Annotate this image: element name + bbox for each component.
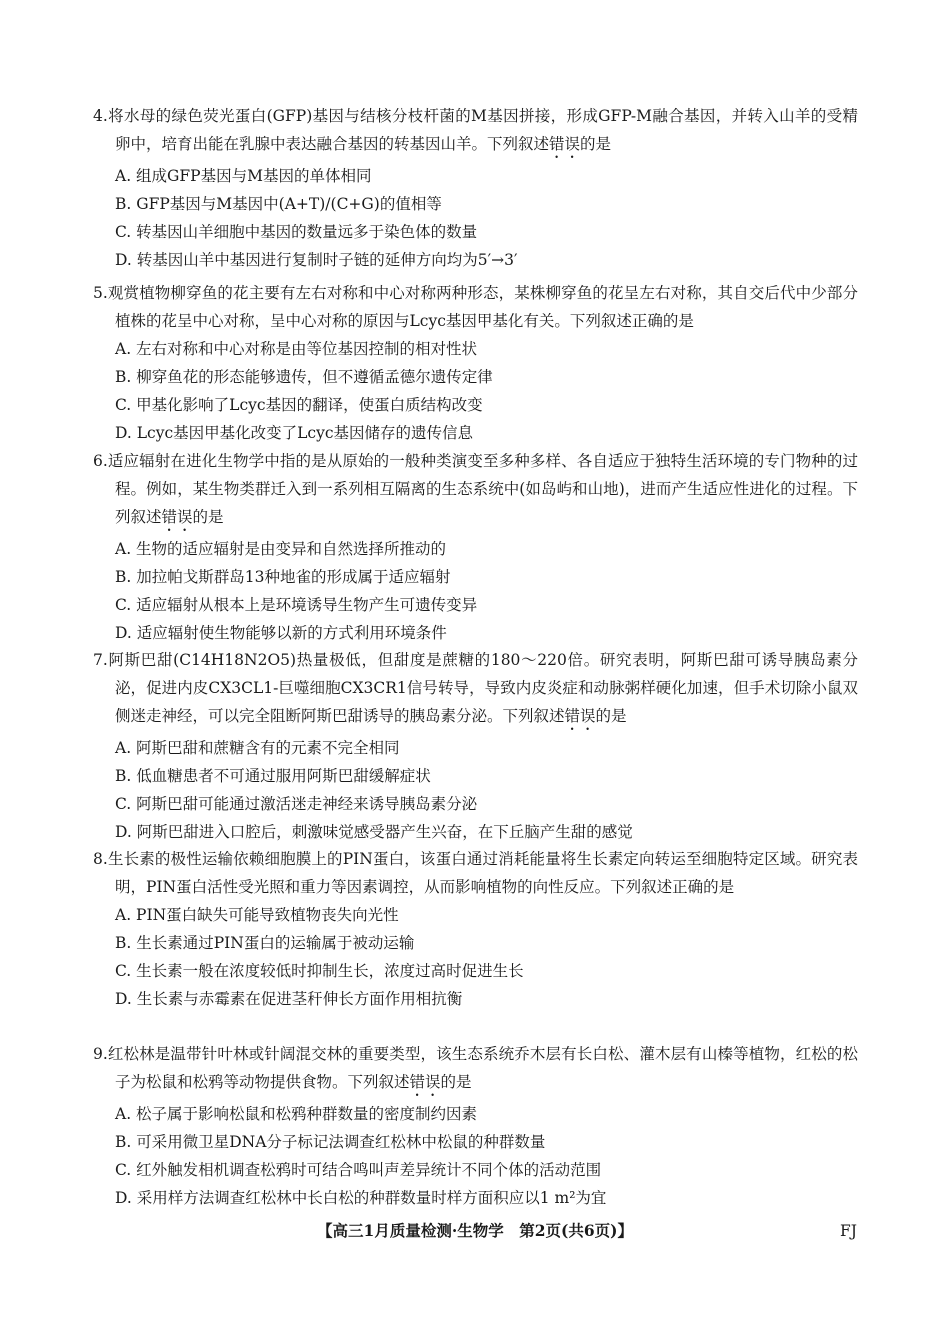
- option-d: D. 适应辐射使生物能够以新的方式利用环境条件: [115, 624, 447, 642]
- emphasized-word: 错误: [161, 508, 193, 526]
- option-c: C. 生长素一般在浓度较低时抑制生长，浓度过高时促进生长: [115, 962, 524, 980]
- question-stem: 8.生长素的极性运输依赖细胞膜上的PIN蛋白，该蛋白通过消耗能量将生长素定向转运至细胞特定区域。研究表明，PIN蛋白活性受光照和重力等因素调控，从而影响植物的向性反应。下列叙述正确的是: [93, 850, 858, 896]
- emphasized-word: 错误: [549, 135, 581, 153]
- option-b: B. 柳穿鱼花的形态能够遗传，但不遵循孟德尔遗传定律: [115, 368, 493, 386]
- option-c: C. 红外触发相机调查松鸦时可结合鸣叫声差异统计不同个体的活动范围: [115, 1161, 602, 1179]
- option-b: B. 可采用微卫星DNA分子标记法调查红松林中松鼠的种群数量: [115, 1133, 546, 1151]
- question-9: [93, 1040, 858, 1212]
- option-b: B. GFP基因与M基因中(A+T)/(C+G)的值相等: [115, 195, 442, 213]
- question-stem: 4.将水母的绿色荧光蛋白(GFP)基因与结核分枝杆菌的M基因拼接，形成GFP-M融合基因，并转入山羊的受精卵中，培育出能在乳腺中表达融合基因的转基因山羊。下列叙述错误的是: [93, 107, 858, 153]
- option-a: A. 松子属于影响松鼠和松鸦种群数量的密度制约因素: [115, 1105, 478, 1123]
- option-d: D. 生长素与赤霉素在促进茎秆伸长方面作用相抗衡: [115, 990, 463, 1008]
- option-a: A. PIN蛋白缺失可能导致植物丧失向光性: [115, 906, 399, 924]
- option-a: A. 生物的适应辐射是由变异和自然选择所推动的: [115, 540, 447, 558]
- question-stem: 7.阿斯巴甜(C14H18N2O5)热量极低，但甜度是蔗糖的180～220倍。研究表明，阿斯巴甜可诱导胰岛素分泌，促进内皮CX3CL1-巨噬细胞CX3CR1信号转导，导致内皮炎症和动脉粥样硬化加速，但手术切除小鼠双侧迷走神经，可以完全阻断阿斯巴甜诱导的胰岛素分泌。下列叙述错误的是: [93, 651, 858, 725]
- option-b: B. 加拉帕戈斯群岛13种地雀的形成属于适应辐射: [115, 568, 451, 586]
- option-b: B. 低血糖患者不可通过服用阿斯巴甜缓解症状: [115, 767, 431, 785]
- question-stem: 5.观赏植物柳穿鱼的花主要有左右对称和中心对称两种形态，某株柳穿鱼的花呈左右对称，其自交后代中少部分植株的花呈中心对称，呈中心对称的原因与Lcyc基因甲基化有关。下列叙述正确的是: [93, 284, 858, 330]
- question-5: [93, 279, 858, 447]
- question-8: [93, 845, 858, 1013]
- option-d: D. 采用样方法调查红松林中长白松的种群数量时样方面积应以1 m²为宜: [115, 1189, 607, 1207]
- emphasized-word: 错误: [409, 1073, 441, 1091]
- option-a: A. 组成GFP基因与M基因的单体相同: [115, 167, 372, 185]
- question-7: [93, 646, 858, 846]
- option-c: C. 转基因山羊细胞中基因的数量远多于染色体的数量: [115, 223, 478, 241]
- option-a: A. 阿斯巴甜和蔗糖含有的元素不完全相同: [115, 739, 400, 757]
- option-d: D. Lcyc基因甲基化改变了Lcyc基因储存的遗传信息: [115, 424, 474, 442]
- option-c: C. 甲基化影响了Lcyc基因的翻译，使蛋白质结构改变: [115, 396, 483, 414]
- option-d: D. 转基因山羊中基因进行复制时子链的延伸方向均为5′→3′: [115, 251, 518, 269]
- option-d: D. 阿斯巴甜进入口腔后，刺激味觉感受器产生兴奋，在下丘脑产生甜的感觉: [115, 823, 633, 841]
- footer-title: 【高三1月质量检测·生物学 第2页(共6页)】: [317, 1221, 633, 1240]
- question-6: [93, 447, 858, 647]
- option-c: C. 适应辐射从根本上是环境诱导生物产生可遗传变异: [115, 596, 478, 614]
- option-a: A. 左右对称和中心对称是由等位基因控制的相对性状: [115, 340, 478, 358]
- emphasized-word: 错误: [564, 707, 596, 725]
- option-c: C. 阿斯巴甜可能通过激活迷走神经来诱导胰岛素分泌: [115, 795, 478, 813]
- question-4: [93, 102, 858, 274]
- question-stem: 9.红松林是温带针叶林或针阔混交林的重要类型，该生态系统乔木层有长白松、灌木层有山榛等植物，红松的松子为松鼠和松鸦等动物提供食物。下列叙述错误的是: [93, 1045, 858, 1091]
- page-footer: [0, 1219, 950, 1243]
- question-stem: 6.适应辐射在进化生物学中指的是从原始的一般种类演变至多种多样、各自适应于独特生活环境的专门物种的过程。例如，某生物类群迁入到一系列相互隔离的生态系统中(如岛屿和山地)，进而产生适应性进化的过程。下列叙述错误的是: [93, 452, 858, 526]
- option-b: B. 生长素通过PIN蛋白的运输属于被动运输: [115, 934, 415, 952]
- footer-code: FJ: [840, 1222, 857, 1240]
